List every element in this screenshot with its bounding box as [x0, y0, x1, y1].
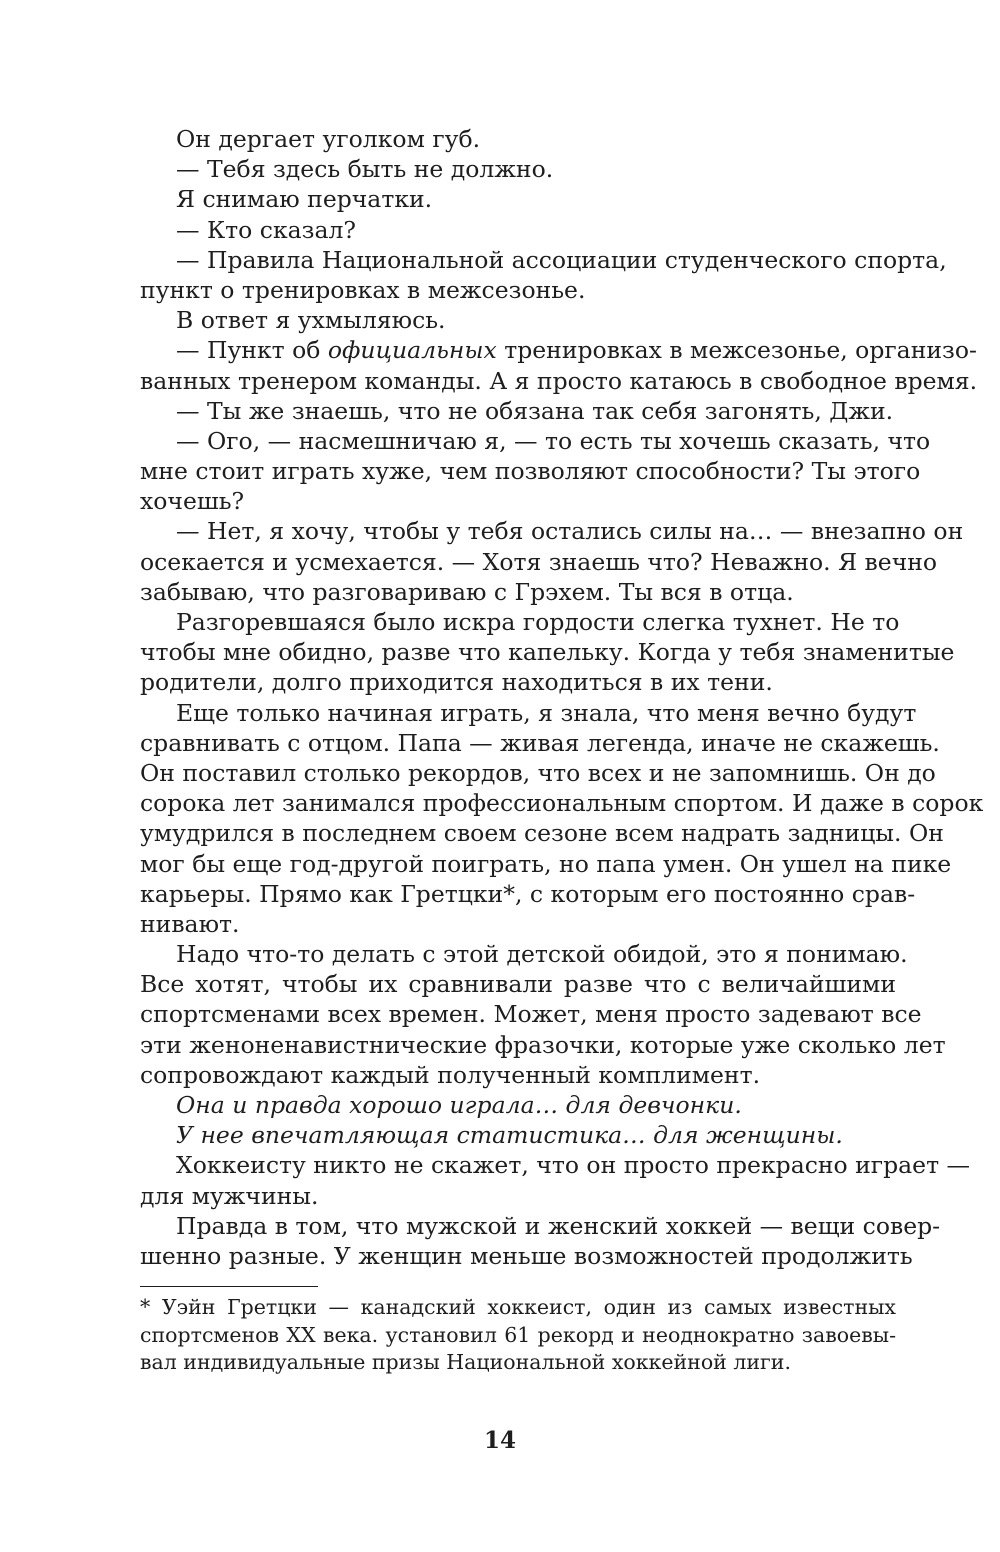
text-line: чтобы мне обидно, разве что капельку. Когда у тебя знаменитые [140, 638, 955, 667]
footnote-line: спортсменов XX века. установил 61 рекорд и неоднократно завоевы- [140, 1322, 896, 1347]
text-line: для мужчины. [140, 1181, 319, 1210]
text-line: нивают. [140, 909, 240, 938]
text-line: эти женоненавистнические фразочки, которые уже сколько лет [140, 1030, 946, 1059]
text-line: шенно разные. У женщин меньше возможностей продолжить [140, 1241, 913, 1270]
text-line: — Ты же знаешь, что не обязана так себя загонять, Джи. [176, 396, 894, 425]
text-line: Правда в том, что мужской и женский хоккей — вещи совер- [176, 1211, 941, 1240]
text-line: забываю, что разговариваю с Грэхем. Ты вся в отца. [140, 577, 794, 606]
text-line: карьеры. Прямо как Гретцки*, с которым его постоянно срав- [140, 879, 916, 908]
text-line: Разгоревшаяся было искра гордости слегка тухнет. Не то [176, 608, 900, 636]
text-line: осекается и усмехается. — Хотя знаешь что? Неважно. Я вечно [140, 547, 938, 576]
text-line: сопровождают каждый полученный комплимент. [140, 1060, 761, 1089]
text-line: хочешь? [140, 487, 245, 516]
footnote [140, 1294, 896, 1377]
text-line: Я снимаю перчатки. [176, 185, 433, 214]
footnote-line: * Уэйн Гретцки — канадский хоккеист, один из самых известных [140, 1295, 896, 1319]
text-line: мог бы еще год-другой поиграть, но папа умен. Он ушел на пике [140, 849, 952, 878]
text-line: В ответ я ухмыляюсь. [176, 306, 446, 335]
text-line: — Ого, — насмешничаю я, — то есть ты хочешь сказать, что [176, 426, 931, 455]
page-number: 14 [483, 1427, 516, 1454]
text-line: Надо что-то делать с этой детской обидой, это я понимаю. [176, 940, 908, 969]
text-line: Еще только начиная играть, я знала, что меня вечно будут [176, 698, 917, 727]
text-line: — Тебя здесь быть не должно. [176, 155, 554, 184]
text-line: сорока лет занимался профессиональным спортом. И даже в сорок [140, 789, 984, 818]
text-line: пункт о тренировках в межсезонье. [140, 275, 586, 304]
text-fragment: — Пункт об [176, 336, 328, 365]
text-line: Он дергает уголком губ. [176, 125, 481, 153]
text-fragment: тренировках в межсезонье, организо- [496, 336, 977, 365]
text-line: Она и правда хорошо играла… для девчонки. [176, 1091, 742, 1119]
text-line: — Кто сказал? [176, 215, 356, 244]
text-line: умудрился в последнем своем сезоне всем надрать задницы. Он [140, 819, 944, 848]
footnote-line: вал индивидуальные призы Национальной хоккейной лиги. [140, 1350, 791, 1374]
text-line: — Нет, я хочу, чтобы у тебя остались силы на… — внезапно он [176, 517, 964, 546]
body-text [140, 124, 984, 1271]
text-line: Хоккеисту никто не скажет, что он просто прекрасно играет — [176, 1151, 971, 1180]
text-line: сравнивать с отцом. Папа — живая легенда, иначе не скажешь. [140, 728, 940, 757]
text-line: — Правила Национальной ассоциации студенческого спорта, [176, 245, 947, 274]
text-line: ванных тренером команды. А я просто катаюсь в свободное время. [140, 366, 978, 395]
text-line: У нее впечатляющая статистика… для женщины. [176, 1121, 843, 1150]
text-line: спортсменами всех времен. Может, меня просто задевают все [140, 1000, 922, 1029]
text-line: Все хотят, чтобы их сравнивали разве что с величайшими [140, 970, 896, 999]
text-line: родители, долго приходится находиться в их тени. [140, 668, 773, 697]
footnote-divider [140, 1286, 318, 1287]
text-line: Он поставил столько рекордов, что всех и не запомнишь. Он до [140, 758, 936, 787]
emphasis-text: официальных [327, 336, 497, 365]
text-line [140, 335, 977, 365]
text-line: мне стоит играть хуже, чем позволяют способности? Ты этого [140, 457, 921, 486]
